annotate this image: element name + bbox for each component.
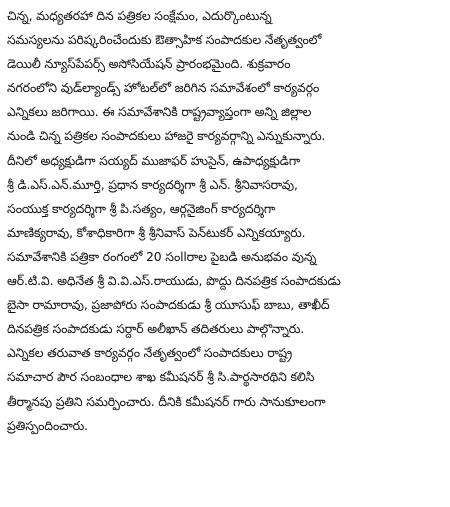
article-paragraph bbox=[7, 4, 442, 438]
text-line: సమావేశానికి పత్రికా రంగంలో 20 సంll‌రాల పైబడి అనుభవం వున్న bbox=[7, 248, 317, 264]
text-line: సమస్యలను పరిష్కరించేందుకు ఔత్సాహిక సంపాదకుల నేతృత్వంలో bbox=[7, 32, 322, 48]
text-line: చిన్న, మధ్యతరహా దిన పత్రికల సంక్షేమం, ఎదుర్కొంటున్న bbox=[7, 8, 272, 23]
text-line: డెయిలీ న్యూస్‌పేపర్స్ అసోసియేషన్ ప్రారంభమైంది. శుక్రవారం bbox=[7, 56, 291, 72]
text-line: మాణిక్యరావు, కోశాధికారిగా శ్రీ శ్రీనివాస్ పెన్‌టుకర్ ఎన్నికయ్యారు. bbox=[7, 224, 306, 240]
text-line: శ్రీ డి.ఎస్.ఎన్.మూర్తి, ప్రధాన కార్యదర్శిగా శ్రీ ఎన్. శ్రీనివాసరావు, bbox=[7, 176, 298, 192]
text-line: ఎన్నికల తరువాత కార్యవర్గం నేతృత్వంలో సంపాదకులు రాష్ట్ర bbox=[7, 345, 293, 361]
text-line: నగరంలోని వుడ్‌ల్యాండ్స్ హోటల్‌లో జరిగిన సమావేశంలో కార్యవర్గం bbox=[7, 80, 320, 96]
text-line: దీనిలో అధ్యక్షుడిగా సయ్యద్ ముజాఫర్ హుసైన్, ఉపాధ్యక్షుడిగా bbox=[7, 152, 301, 168]
text-line: బైసా రామారావు, ప్రజాపోరు సంపాదకుడు శ్రీ యూసుఫ్ బాబు, తాఖీద్ bbox=[7, 297, 330, 313]
text-line: తీర్మానపు ప్రతిని సమర్పించారు. దీనికి కమీషనర్ గారు సానుకూలంగా bbox=[7, 393, 326, 409]
text-line: ఆర్.టి.వి. అధినేత శ్రీ వి.వి.ఎస్.రాయుడు, పొద్దు దినపత్రిక సంపాదకుడు bbox=[7, 273, 341, 289]
text-line: ప్రతిస్పందించారు. bbox=[7, 417, 88, 433]
text-line: ఎన్నికలు జరిగాయి. ఈ సమావేశానికి రాష్ట్రవ్యాప్తంగా అన్ని జిల్లాల bbox=[7, 104, 312, 120]
text-line: సమాచార పౌర సంబంధాల శాఖ కమీషనర్ శ్రీ సి.పార్థసారథిని కలిసి bbox=[7, 369, 315, 385]
text-line: నుండి చిన్న పత్రికల సంపాదకులు హాజరై కార్యవర్గాన్ని ఎన్నుకున్నారు. bbox=[7, 128, 326, 144]
text-line: సంయుక్త కార్యదర్శిగా శ్రీ పి.సత్యం, ఆర్గనైజింగ్ కార్యదర్శిగా bbox=[7, 200, 276, 216]
text-line: దినపత్రిక సంపాదకుడు సర్దార్ అలీఖాన్ తదితరులు పాల్గొన్నారు. bbox=[7, 321, 305, 337]
